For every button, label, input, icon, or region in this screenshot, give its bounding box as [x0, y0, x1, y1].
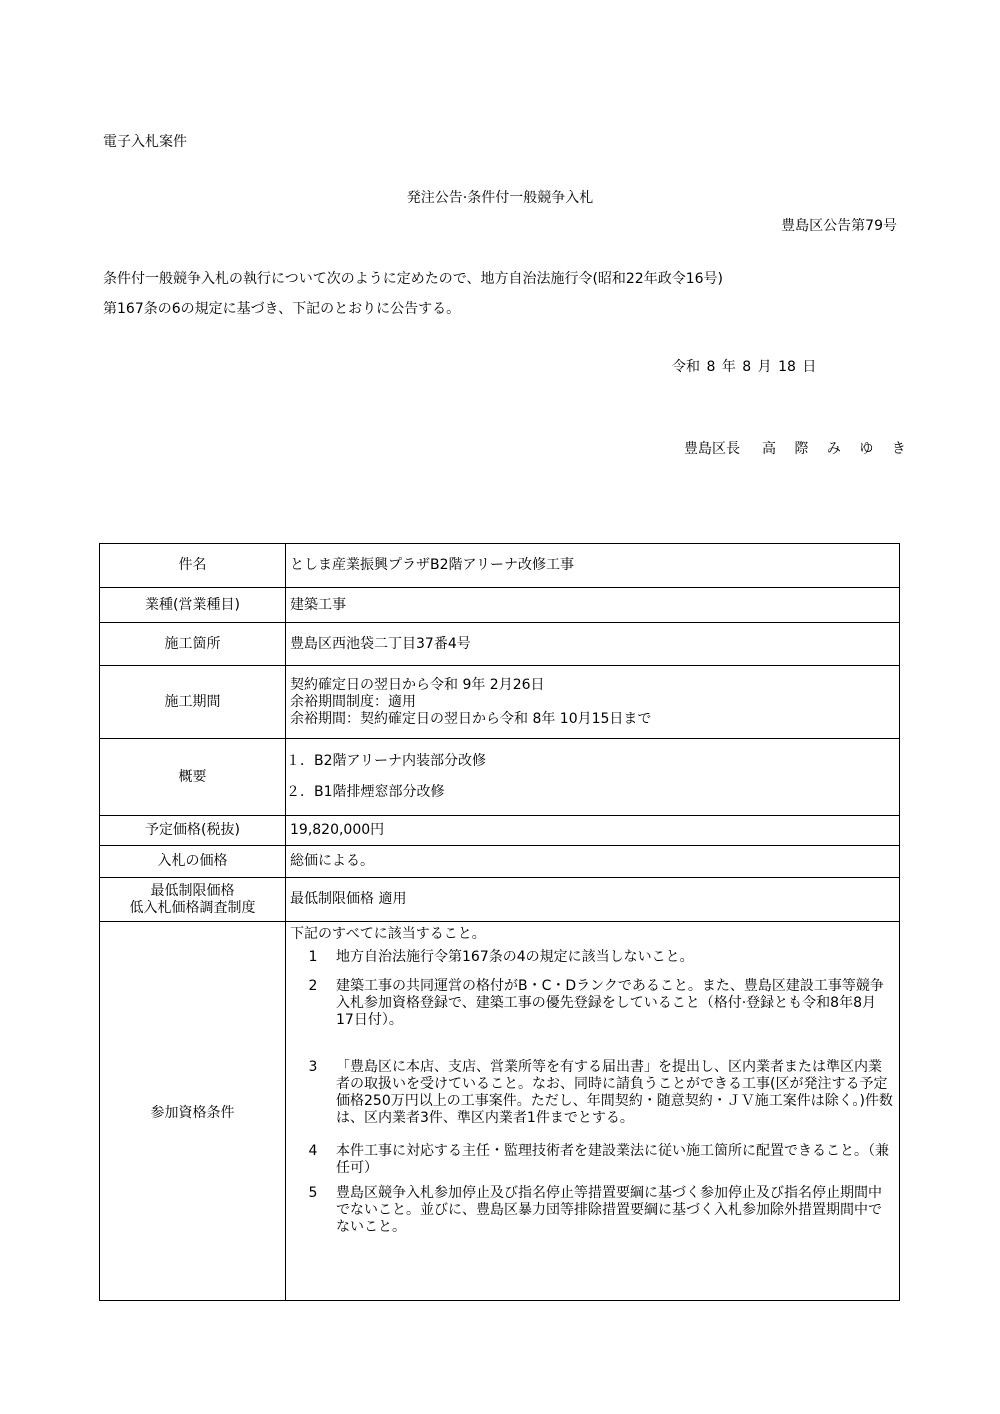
- signer-name: 高 際 み ゆ き: [762, 441, 913, 457]
- overview-value: [286, 739, 900, 816]
- qualification-item: [290, 978, 895, 1029]
- overview-label: 概要: [100, 739, 286, 816]
- qualification-number: 4: [308, 1143, 318, 1159]
- min-price-label-line-2: 低入札価格調査制度: [129, 899, 256, 916]
- name-value: としま産業振興プラザB2階アリーナ改修工事: [286, 544, 900, 588]
- period-value: [286, 666, 900, 739]
- qualification-number: 5: [308, 1185, 318, 1201]
- row-overview: [100, 739, 900, 816]
- period-line: 契約確定日の翌日から令和 9年 2月26日: [290, 676, 545, 693]
- overview-item: ２．B1階排煙窓部分改修: [286, 784, 445, 800]
- qualification-item: [290, 1185, 895, 1236]
- row-name: [100, 544, 900, 588]
- qualification-number: 2: [308, 978, 318, 994]
- qualification-intro: 下記のすべてに該当すること。: [290, 926, 486, 942]
- qualification-value: [286, 922, 900, 1301]
- row-price: [100, 816, 900, 846]
- notice-number: 豊島区公告第79号: [781, 218, 897, 234]
- bid-value: 総価による。: [286, 846, 900, 878]
- name-label: 件名: [100, 544, 286, 588]
- qualification-text: 豊島区競争入札参加停止及び指名停止等措置要綱に基づく参加停止及び指名停止期間中でないこと。並びに、豊島区暴力団等排除措置要綱に基づく入札参加除外措置期間中でないこと。: [336, 1185, 882, 1235]
- row-min-price: [100, 878, 900, 922]
- qualification-text: 本件工事に対応する主任・監理技術者を建設業法に従い施工箇所に配置できること。（兼任可）: [336, 1143, 889, 1176]
- document-category: 電子入札案件: [103, 134, 187, 150]
- row-type: [100, 588, 900, 623]
- tender-details-table: [99, 543, 900, 1301]
- qualification-item: [290, 1059, 895, 1127]
- qualification-text: 地方自治法施行令第167条の4の規定に該当しないこと。: [336, 949, 694, 965]
- location-label: 施工箇所: [100, 623, 286, 666]
- issue-date: 令和 8 年 8 月 18 日: [672, 359, 817, 375]
- min-price-value: 最低制限価格 適用: [286, 878, 900, 922]
- min-price-label: [100, 878, 286, 922]
- body-text-line-1: 条件付一般競争入札の執行について次のように定めたので、地方自治法施行令(昭和22年政令16号): [103, 271, 723, 287]
- qualification-number: 3: [308, 1059, 318, 1075]
- signer: [684, 438, 913, 458]
- qualification-text: 「豊島区に本店、支店、営業所等を有する届出書」を提出し、区内業者または準区内業者の取扱いを受けていること。なお、同時に請負うことができる工事(区が発注する予定価格250万円以上の工事案件。ただし、年間契約・随意契約・ＪＶ施工案件は除く。)件数は、区内業者3件、準区内業者1件までとする。: [336, 1059, 893, 1126]
- qualification-number: 1: [308, 949, 318, 965]
- row-bid: [100, 846, 900, 878]
- price-label: 予定価格(税抜): [100, 816, 286, 846]
- min-price-label-line-1: 最低制限価格: [150, 882, 235, 899]
- overview-item: １．B2階アリーナ内装部分改修: [286, 753, 486, 769]
- period-line: 余裕期間制度：適用: [290, 693, 416, 710]
- location-value: 豊島区西池袋二丁目37番4号: [286, 623, 900, 666]
- body-text-line-2: 第167条の6の規定に基づき、下記のとおりに公告する。: [103, 301, 461, 317]
- qualification-item: [290, 1143, 895, 1177]
- qualification-text: 建築工事の共同運営の格付がB・C・Dランクであること。また、豊島区建設工事等競争入札参加資格登録で、建築工事の優先登録をしていること（格付·登録とも令和8年8月17日付）。: [336, 978, 884, 1028]
- row-period: [100, 666, 900, 739]
- row-qualification: [100, 922, 900, 1301]
- type-label: 業種(営業種目): [100, 588, 286, 623]
- qualification-label: 参加資格条件: [100, 922, 286, 1301]
- signer-title: 豊島区長: [684, 441, 740, 457]
- period-label: 施工期間: [100, 666, 286, 739]
- period-line: 余裕期間：契約確定日の翌日から令和 8年 10月15日まで: [290, 710, 652, 727]
- bid-label: 入札の価格: [100, 846, 286, 878]
- qualification-item: [290, 949, 895, 966]
- type-value: 建築工事: [286, 588, 900, 623]
- row-location: [100, 623, 900, 666]
- document-title: 発注公告·条件付一般競争入札: [406, 190, 594, 206]
- price-value: 19,820,000円: [286, 816, 900, 846]
